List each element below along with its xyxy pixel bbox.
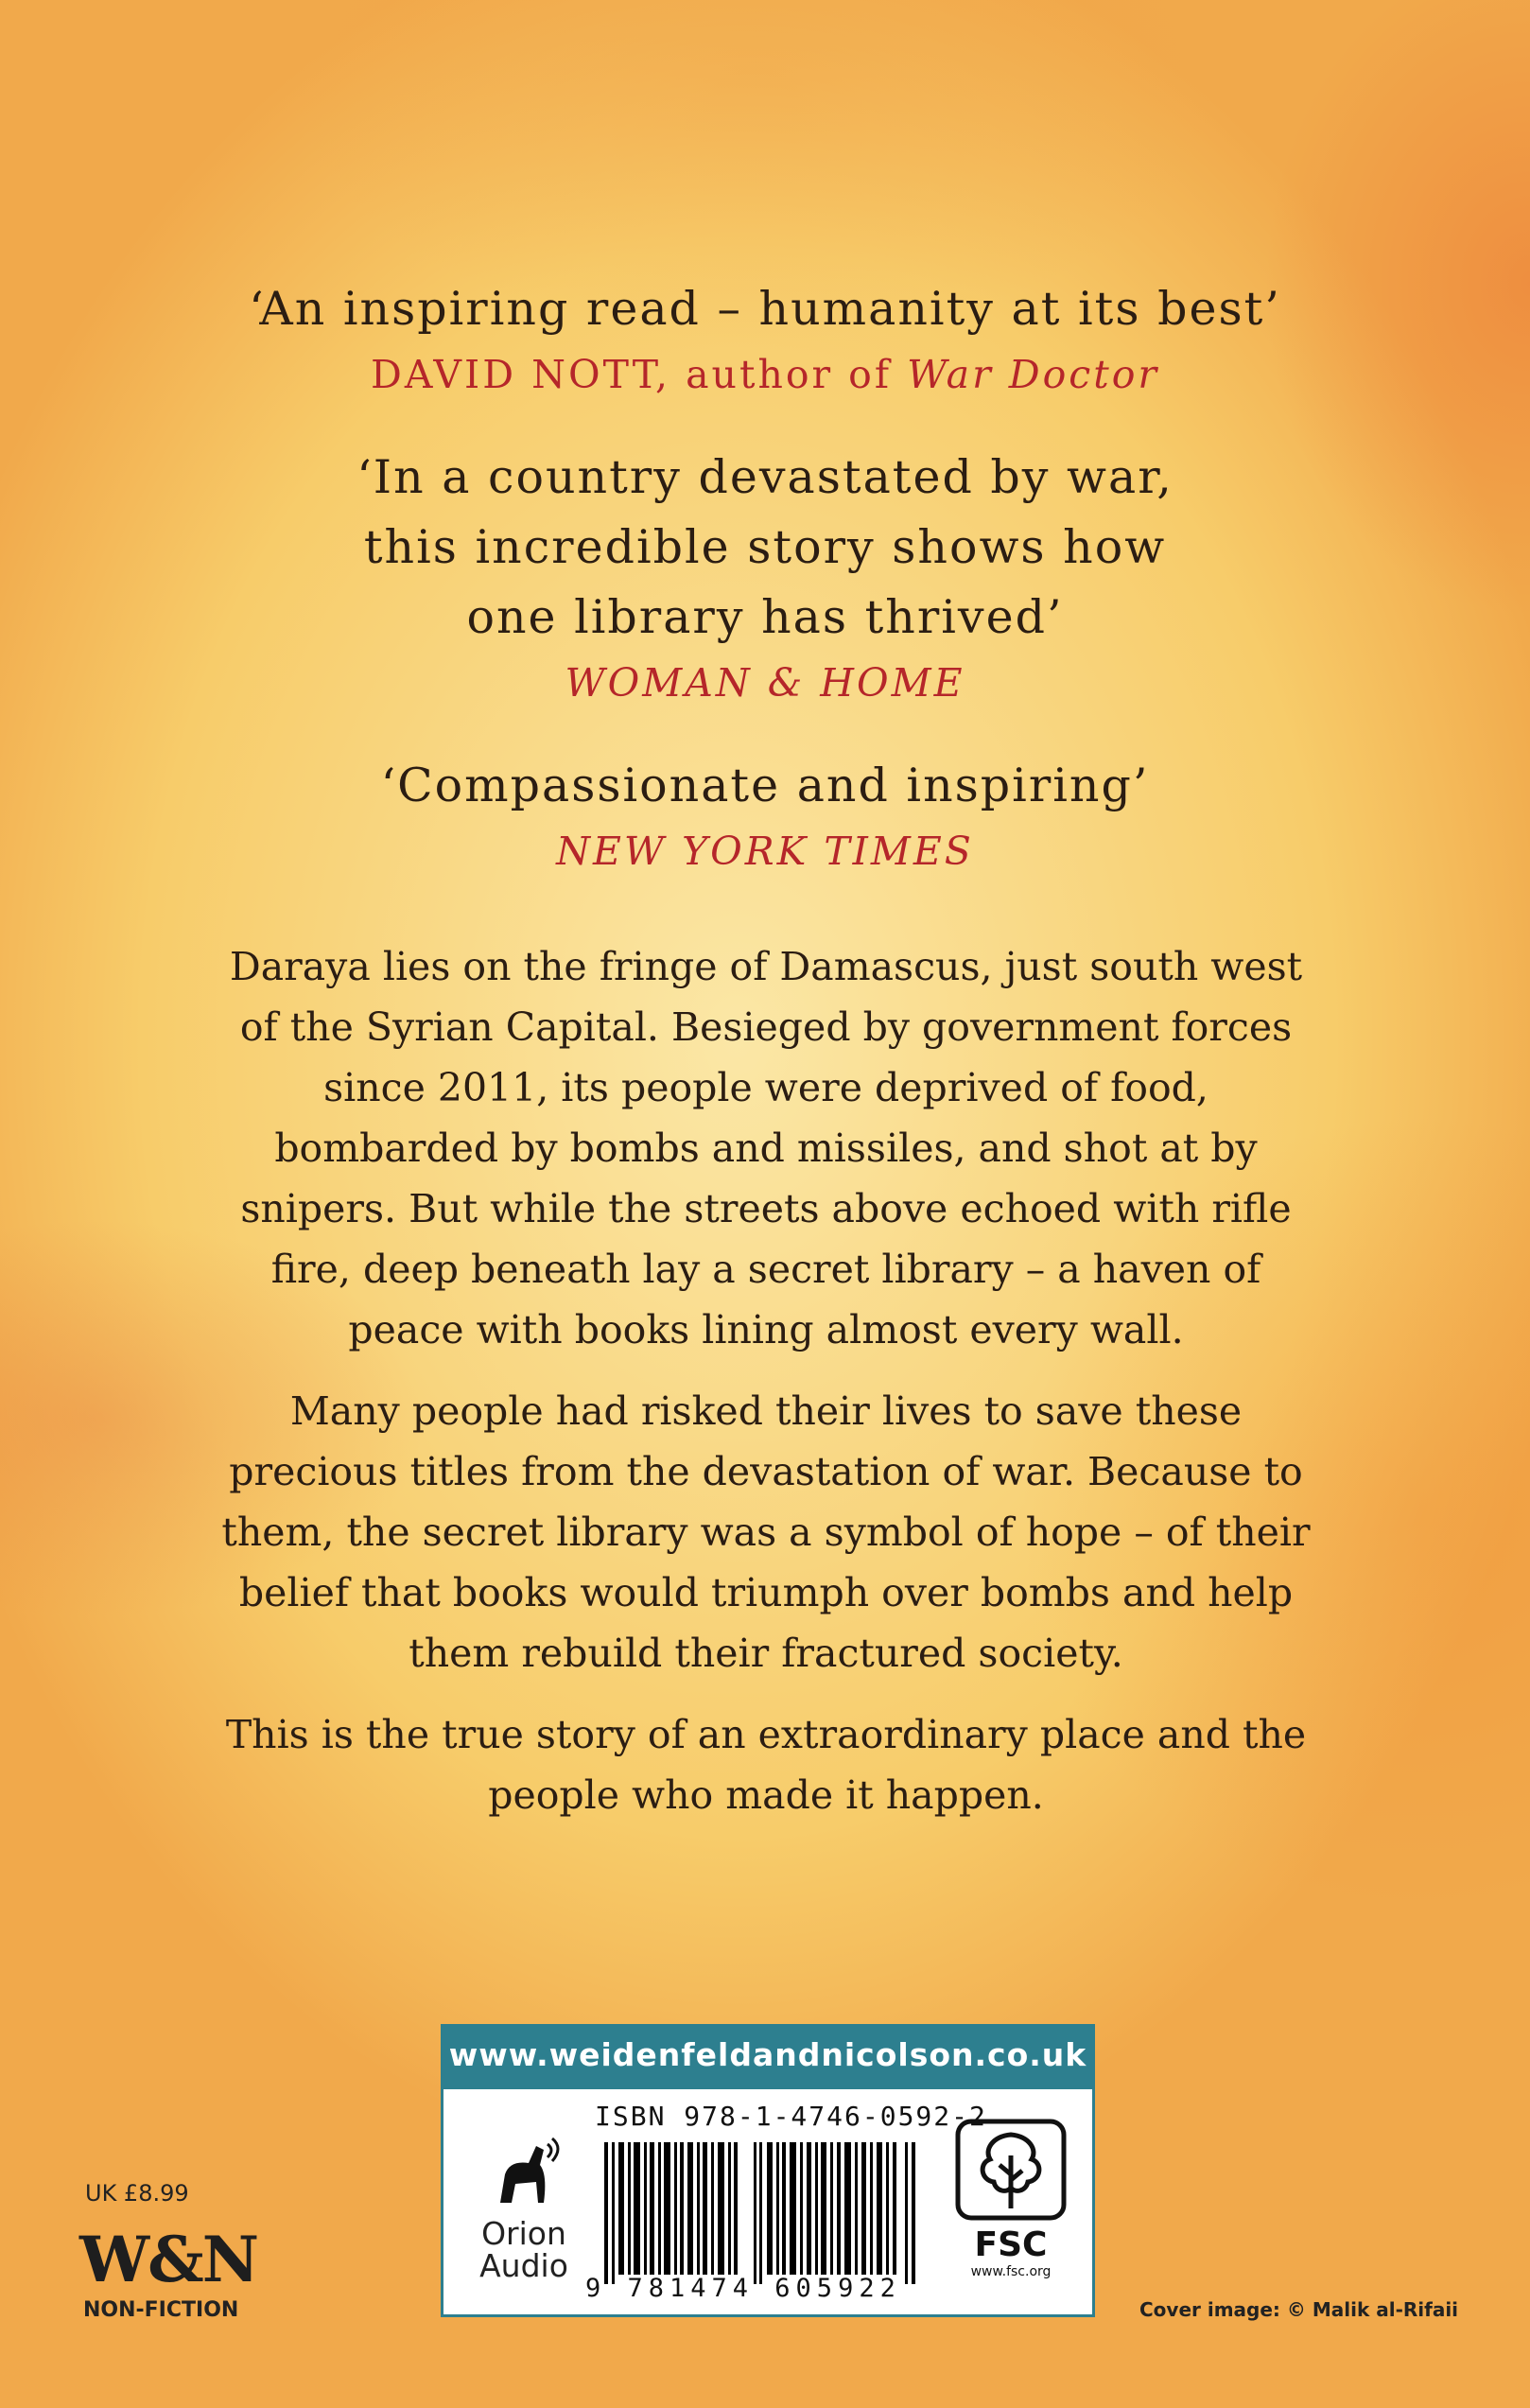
fsc-logo: FSC www.fsc.org bbox=[945, 2118, 1077, 2297]
book-blurb bbox=[208, 936, 1324, 1846]
isbn-label: ISBN 978-1-4746-0592-2 bbox=[595, 2101, 987, 2132]
quote-1-attribution: DAVID NOTT, author of War Doctor bbox=[370, 352, 1159, 397]
price-label: UK £8.99 bbox=[85, 2180, 189, 2207]
blurb-paragraph-1: Daraya lies on the fringe of Damascus, just south west of the Syrian Capital. Besieged by government forces since 2011, its people were deprived of food, bombarded by bombs and missiles, and shot at by snipers. But while the streets above echoed with rifle fire, deep beneath lay a secret library – a haven of peace with books lining almost every wall. bbox=[229, 944, 1303, 1352]
barcode-panel bbox=[441, 2024, 1095, 2317]
blurb-paragraph-3: This is the true story of an extraordinary place and the people who made it happen. bbox=[225, 1712, 1307, 1818]
barcode-area bbox=[441, 2086, 1095, 2317]
quote-2-line-3: one library has thrived’ bbox=[466, 590, 1064, 644]
quote-1: ‘An inspiring read – humanity at its best’ bbox=[249, 282, 1281, 336]
quote-2-line-2: this incredible story shows how bbox=[363, 520, 1167, 574]
genre-label: NON-FICTION bbox=[83, 2298, 239, 2322]
blurb-paragraph-2: Many people had risked their lives to save these precious titles from the devastation of war. Because to them, the secret library was a symbol of hope – of their belief that books would triumph over bombs and help them rebuild their fractured society. bbox=[221, 1388, 1311, 1676]
review-quotes bbox=[0, 274, 1530, 919]
quote-3: ‘Compassionate and inspiring’ bbox=[380, 759, 1150, 812]
dog-icon bbox=[481, 2127, 566, 2212]
quote-2-attribution: WOMAN & HOME bbox=[565, 660, 965, 706]
barcode-bars bbox=[604, 2142, 916, 2284]
publisher-logo: W&N bbox=[79, 2223, 258, 2296]
fsc-tree-icon bbox=[954, 2118, 1068, 2222]
cover-credit: Cover image: © Malik al-Rifaii bbox=[1139, 2298, 1459, 2321]
orion-audio-logo: Orion Audio bbox=[472, 2127, 576, 2282]
quote-2-line-1: ‘In a country devastated by war, bbox=[356, 450, 1174, 504]
barcode-digits: 9 781474 605922 bbox=[585, 2274, 901, 2303]
publisher-url: www.weidenfeldandnicolson.co.uk bbox=[441, 2024, 1095, 2086]
quote-3-attribution: NEW YORK TIMES bbox=[556, 829, 974, 874]
